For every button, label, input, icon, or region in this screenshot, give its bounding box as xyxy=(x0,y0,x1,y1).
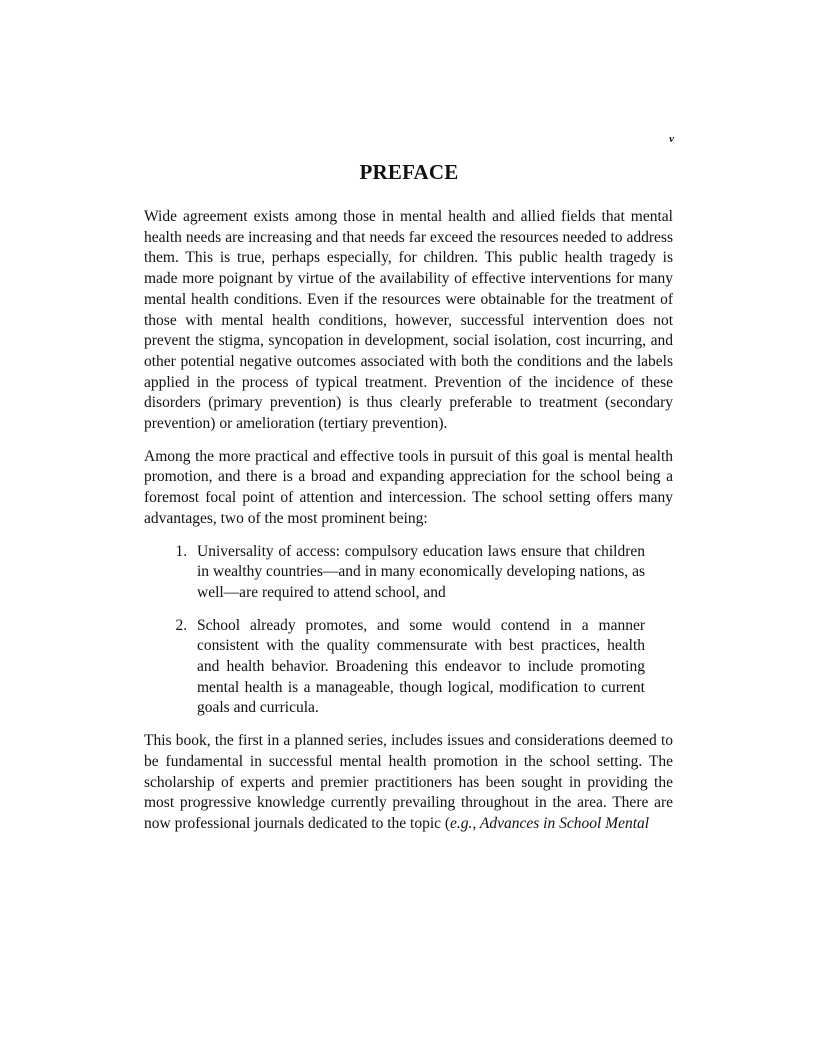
preface-body xyxy=(144,207,673,847)
paragraph-2: Among the more practical and effective tools in pursuit of this goal is mental health promotion, and there is a broad and expanding appreciation for the school being a foremost focal point of attention and intercession. The school setting offers many advantages, two of the most prominent being: xyxy=(144,447,673,527)
advantages-list xyxy=(144,542,673,720)
paragraph-3 xyxy=(144,731,673,835)
paragraph-3-text: This book, the first in a planned series, includes issues and considerations deemed to be fundamental in successful mental health promotion in the school setting. The scholarship of experts and premier practitioners has been sought in providing the most progressive knowledge currently prevailing throughout in the area. There are now professional journals dedicated to the topic ( xyxy=(144,732,673,832)
list-item: 2. School already promotes, and some would contend in a manner consistent with the quality commensurate with best practices, health and health behavior. Broadening this endeavor to include promoting mental health is a manageable, though logical, modification to current goals and curricula. xyxy=(191,616,645,720)
page-number: v xyxy=(669,133,674,145)
journal-reference: e.g., Advances in School Mental xyxy=(450,814,650,832)
page-title: PREFACE xyxy=(359,160,459,184)
list-item: 1. Universality of access: compulsory education laws ensure that children in wealthy countries—and in many economically developing nations, as well—are required to attend school, and xyxy=(191,542,645,604)
paragraph-1: Wide agreement exists among those in mental health and allied fields that mental health needs are increasing and that needs far exceed the resources needed to address them. This is true, perhaps especially, for children. This public health tragedy is made more poignant by virtue of the availability of effective interventions for many mental health conditions. Even if the resources were obtainable for the treatment of those with mental health conditions, however, successful intervention does not prevent the stigma, syncopation in development, social isolation, cost incurring, and other potential negative outcomes associated with both the conditions and the labels applied in the process of typical treatment. Prevention of the incidence of these disorders (primary prevention) is thus clearly preferable to treatment (secondary prevention) or amelioration (tertiary prevention). xyxy=(144,208,673,433)
